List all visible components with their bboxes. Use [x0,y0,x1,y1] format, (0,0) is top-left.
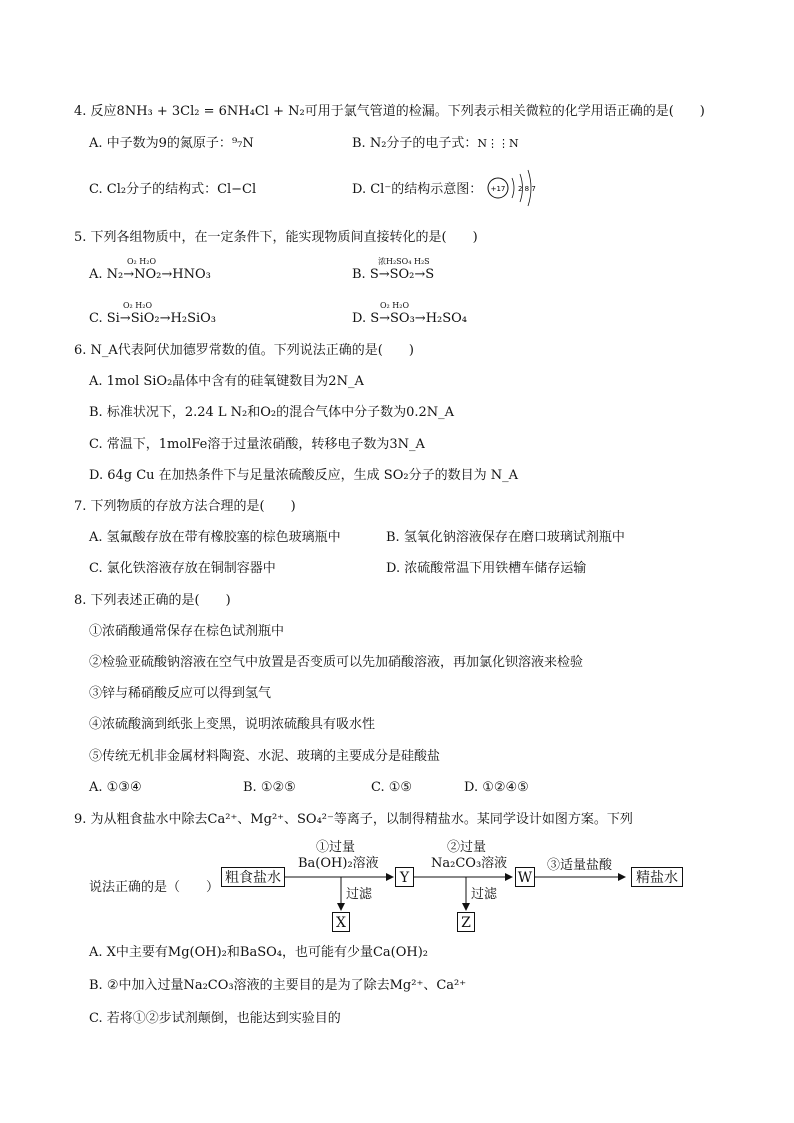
q8-item-5: ⑤传统无机非金属材料陶瓷、水泥、玻璃的主要成分是硅酸盐 [89,749,441,764]
q5-b-text: B. S→SO₂→S [352,267,435,282]
q7-stem: 7. 下列物质的存放方法合理的是( ) [74,499,296,514]
q7-option-c: C. 氯化铁溶液存放在铜制容器中 [89,561,276,576]
flow-y-box: Y [395,867,414,887]
q4-option-a-text: A. 中子数为9的氮原子： [89,136,232,151]
flow-w-box: W [515,867,535,887]
flow-step3: ③适量盐酸 [547,858,613,873]
q9-option-b: B. ②中加入过量Na₂CO₃溶液的主要目的是为了除去Mg²⁺、Ca²⁺ [89,978,467,993]
flow-x-box: X [332,912,350,932]
q4-option-b-text: B. N₂分子的电子式： [352,136,478,151]
flow-step2-reagent: Na₂CO₃溶液 [431,856,508,871]
q9-stem-2: 说法正确的是（ ） [89,880,220,895]
q4-nitrogen-symbol: ⁹₇N [231,136,254,151]
q5-stem: 5. 下列各组物质中，在一定条件下，能实现物质间直接转化的是( ) [74,230,478,245]
flow-end-box: 精盐水 [631,867,683,887]
flow-filter-1: 过滤 [346,887,373,902]
q8-option-c: C. ①⑤ [371,780,413,795]
q8-item-4: ④浓硫酸滴到纸张上变黑，说明浓硫酸具有吸水性 [89,717,376,732]
q5-a-text: A. N₂→NO₂→HNO₃ [89,267,211,282]
q5-option-a [89,258,211,284]
q9-option-c: C. 若将①②步试剂颠倒，也能达到实验目的 [89,1011,341,1026]
q5-c-text: C. Si→SiO₂→H₂SiO₃ [89,311,217,326]
q8-item-3: ③锌与稀硝酸反应可以得到氢气 [89,686,272,701]
q6-option-b: B. 标准状况下，2.24 L N₂和O₂的混合气体中分子数为0.2N_A [89,405,455,420]
q8-option-b: B. ①②⑤ [243,780,296,795]
q5-a-conditions: O₂ H₂O [127,257,157,266]
q9-stem: 9. 为从粗食盐水中除去Ca²⁺、Mg²⁺、SO₄²⁻等离子，以制得精盐水。某同学设计如图方案。下列 [74,812,633,827]
q6-stem: 6. N_A代表阿伏加德罗常数的值。下列说法正确的是( ) [74,343,414,358]
q6-option-c: C. 常温下，1molFe溶于过量浓硝酸，转移电子数为3N_A [89,437,425,452]
q4-atom-diagram [484,166,544,210]
flow-step1-reagent: Ba(OH)₂溶液 [298,856,379,871]
q8-item-2: ②检验亚硫酸钠溶液在空气中放置是否变质可以先加硝酸溶液，再加氯化钡溶液来检验 [89,655,584,670]
flow-z-box: Z [457,912,475,932]
q7-option-b: B. 氢氧化钠溶液保存在磨口玻璃试剂瓶中 [386,530,625,545]
q4-stem [74,103,705,121]
q5-option-d [352,302,467,328]
q8-stem: 8. 下列表述正确的是( ) [74,593,231,608]
q8-option-d: D. ①②④⑤ [464,780,529,795]
q8-item-1: ①浓硝酸通常保存在棕色试剂瓶中 [89,624,285,639]
q5-b-conditions: 浓H₂SO₄ H₂S [378,257,430,266]
q4-option-c: C. Cl₂分子的结构式：Cl−Cl [89,182,257,197]
flow-step1-top: ①过量 [316,840,356,855]
q9-option-a: A. X中主要有Mg(OH)₂和BaSO₄，也可能有少量Ca(OH)₂ [89,945,429,960]
q5-d-conditions: O₂ H₂O [380,301,410,310]
q4-nucleus-label: +17 [490,185,506,193]
q7-option-a: A. 氢氟酸存放在带有橡胶塞的棕色玻璃瓶中 [89,530,341,545]
q5-option-b [352,258,434,284]
q5-c-conditions: O₂ H₂O [123,301,153,310]
flow-start-box: 粗食盐水 [221,867,285,887]
q6-option-a: A. 1mol SiO₂晶体中含有的硅氧键数目为2N_A [89,374,364,389]
q4-equation: 8NH₃ + 3Cl₂ = 6NH₄Cl + N₂ [116,104,305,119]
q4-option-d-text: D. Cl⁻的结构示意图： [352,182,483,197]
q4-stem-suffix: 可用于氯气管道的检漏。下列表示相关微粒的化学用语正确的是( ) [304,104,705,119]
q4-option-d [352,181,482,199]
q4-option-a [89,135,254,153]
q5-option-c [89,302,216,328]
flow-filter-2: 过滤 [471,887,498,902]
q8-option-a: A. ①③④ [89,780,142,795]
q5-d-text: D. S→SO₃→H₂SO₄ [352,311,468,326]
q4-option-b [352,135,519,153]
q4-stem-prefix: 4. 反应 [74,104,117,119]
q4-electron-formula: N⋮⋮N [477,137,519,150]
q6-option-d: D. 64g Cu 在加热条件下与足量浓硫酸反应，生成 SO₂分子的数目为 N_A [89,468,518,483]
q7-option-d: D. 浓硫酸常温下用铁槽车储存运输 [386,561,587,576]
q4-shell-labels: 2 8 7 [518,185,536,193]
flow-step2-top: ②过量 [447,840,487,855]
